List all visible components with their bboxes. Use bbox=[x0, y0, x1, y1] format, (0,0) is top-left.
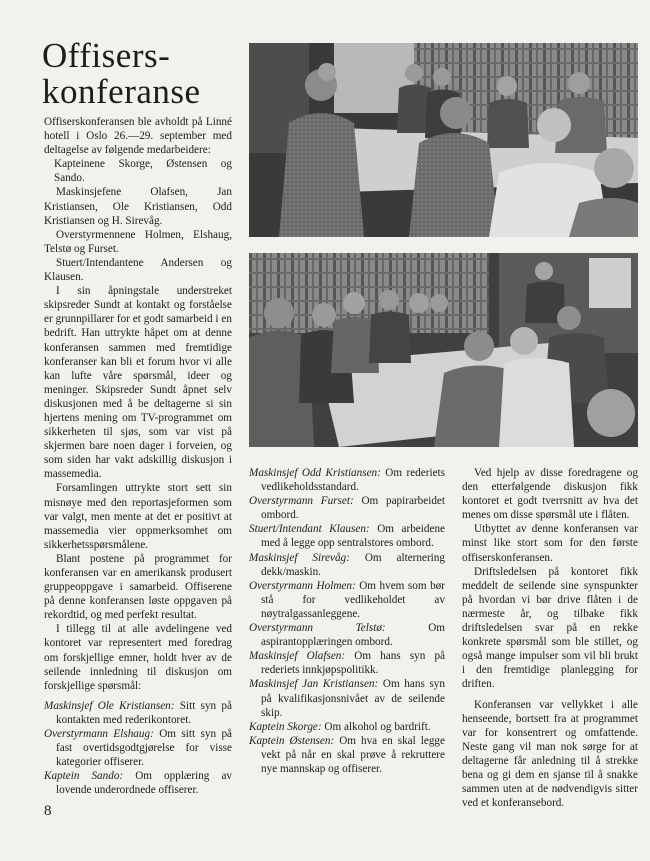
paragraph: Konferansen var vellykket i alle henseende, bortsett fra at programmet var for konsentrert og omfattende. Neste gang vil man nok sørge for at deltagerne får anledning til å strekke bena og gi dem en sjanse til å snakke sammen uten at de nødvendigvis sitter ved et konferansebord. bbox=[462, 698, 638, 810]
topic-item bbox=[249, 734, 445, 776]
topic-speaker: Overstyrmann Furset: bbox=[249, 495, 354, 508]
column-middle bbox=[249, 466, 445, 776]
topic-item bbox=[249, 621, 445, 649]
topic-item bbox=[249, 494, 445, 522]
topic-speaker: Maskinsjef Olafsen: bbox=[249, 650, 346, 663]
title-line-1: Offisers- bbox=[42, 36, 171, 75]
topic-speaker: Maskinsjef Jan Kristiansen: bbox=[249, 678, 379, 691]
paragraph: Driftsledelsen på kontoret fikk meddelt de seilende sine synspunkter på hvordan vi bør drive flåten i de nærmeste år, og tilbake fikk driftsledelsen svar på en rekke konkrete spørsmål som ble stillet, og også mange impulser som vil bli brukt i den fremtidige planlegging for driften. bbox=[462, 565, 638, 691]
topic-item bbox=[249, 551, 445, 579]
paragraph: Utbyttet av denne konferansen var minst like stort som for den første offiserskonferansen. bbox=[462, 523, 638, 564]
topic-text: Om hva en skal legge vekt på når en skal prøve å rekruttere nye mannskap og offiserer. bbox=[261, 734, 445, 775]
topic-speaker: Stuert/Intendant Klausen: bbox=[249, 523, 370, 536]
topic-text: Om rederiets vedlikeholdsstandard. bbox=[261, 467, 446, 494]
topic-item bbox=[249, 466, 445, 494]
meeting-photo-bottom bbox=[249, 253, 638, 447]
topic-text: Om alkohol og bardrift. bbox=[321, 720, 431, 733]
topic-text: Om papirarbeidet ombord. bbox=[261, 495, 445, 522]
topic-text: Om aspirantopplæringen ombord. bbox=[261, 622, 445, 649]
topic-item bbox=[44, 769, 232, 797]
paragraph: Overstyrmennene Holmen, Elshaug, Telstø og Furset. bbox=[44, 228, 232, 255]
topic-speaker: Overstyrmann Elshaug: bbox=[44, 728, 154, 741]
topic-text: Om arbeidene med å legge opp sentralstores ombord. bbox=[261, 523, 445, 550]
topic-text: Om hvem som bør stå for vedlikeholdet av nøytralgassanleggene. bbox=[261, 579, 445, 620]
topic-speaker: Maskinsjef Sirevåg: bbox=[249, 551, 350, 564]
topic-item bbox=[44, 727, 232, 769]
paragraph: Ved hjelp av disse foredragene og den etterfølgende diskusjon fikk kontoret et godt tverrsnitt av hva det menes om disse spørsmål ute i flåten. bbox=[462, 467, 638, 522]
meeting-photo-top bbox=[249, 43, 638, 237]
column-right bbox=[462, 466, 638, 810]
topic-item bbox=[249, 677, 445, 719]
topic-speaker: Kaptein Østensen: bbox=[249, 734, 335, 747]
paragraph: Maskinsjefene Olafsen, Jan Kristiansen, Ole Kristiansen, Odd Kristiansen og H. Sirevåg. bbox=[44, 186, 232, 227]
topic-item bbox=[249, 522, 445, 550]
paragraph: I tillegg til at alle avdelingene ved kontoret var representert med foredrag om forskjellige emner, holdt hver av de seilende innledning til diskusjon om forskjellige spørsmål: bbox=[44, 623, 232, 692]
topic-speaker: Maskinsjef Ole Kristiansen: bbox=[44, 699, 175, 712]
topic-item bbox=[249, 720, 445, 734]
paragraph: Stuert/Intendantene Andersen og Klausen. bbox=[44, 256, 232, 284]
article-title bbox=[42, 38, 242, 110]
paragraph: Blant postene på programmet for konferansen var en amerikansk produsert gruppeoppgave i samarbeid. Offiserene på denne konferansen løste oppgaven på rekordtid, og med perfekt resultat. bbox=[44, 552, 232, 622]
topic-speaker: Overstyrmann Holmen: bbox=[249, 579, 356, 592]
paragraph: Offiserskonferansen ble avholdt på Linné hotell i Oslo 26.—29. september med deltagelse av følgende medarbeidere: bbox=[44, 116, 232, 157]
topic-item bbox=[249, 649, 445, 677]
topic-item bbox=[44, 699, 232, 727]
topic-text: Om opplæring av lovende underordnede offiserer. bbox=[56, 770, 233, 797]
title-line-2: konferanse bbox=[42, 72, 201, 111]
page-number: 8 bbox=[44, 803, 52, 819]
topic-text: Om alternering dekk/maskin. bbox=[261, 551, 445, 578]
paragraph: Kapteinene Skorge, Østensen og Sando. bbox=[54, 158, 232, 185]
topic-speaker: Kaptein Sando: bbox=[44, 770, 124, 783]
column-left bbox=[44, 115, 232, 798]
topic-text: Sitt syn på kontakten med rederikontoret. bbox=[56, 699, 232, 726]
paragraph: Forsamlingen uttrykte stort sett sin misnøye med den reportasjeformen som var valgt, men mente at det er positivt at massemedia vier oppmerksomhet om sikkerhetsspørsmålene. bbox=[44, 482, 232, 551]
topic-item bbox=[249, 579, 445, 621]
topic-speaker: Maskinsjef Odd Kristiansen: bbox=[249, 467, 381, 479]
paragraph: I sin åpningstale understreket skipsreder Sundt at kontakt og forståelse er grunnpillarer for et godt samarbeid i en bedrift. Han uttrykte håpet om at denne konferansen sammen med fremtidige konferanser kan bli et forum hvor vi alle kan lufte våre spørsmål, ideer og meninger. Skipsreder Sundt åpnet selv diskusjonen med å be deltagerne si sin hjertens mening om TV-programmet om sikkerheten til sjøs, som var vist på skjermen bare noen dager i forveien, og som siden har vakt adskillig diskusjon i massemedia. bbox=[44, 285, 232, 481]
topic-text: Om hans syn på kvalifikasjonsnivået av de seilende skip. bbox=[261, 678, 445, 719]
topic-speaker: Overstyrmann Telstø: bbox=[249, 622, 386, 635]
topic-text: Om hans syn på rederiets innkjøpspolitikk. bbox=[261, 650, 446, 677]
topic-speaker: Kaptein Skorge: bbox=[249, 720, 322, 733]
topic-text: Om sitt syn på fast overtidsgodtgjørelse for visse kategorier offiserer. bbox=[56, 728, 232, 769]
